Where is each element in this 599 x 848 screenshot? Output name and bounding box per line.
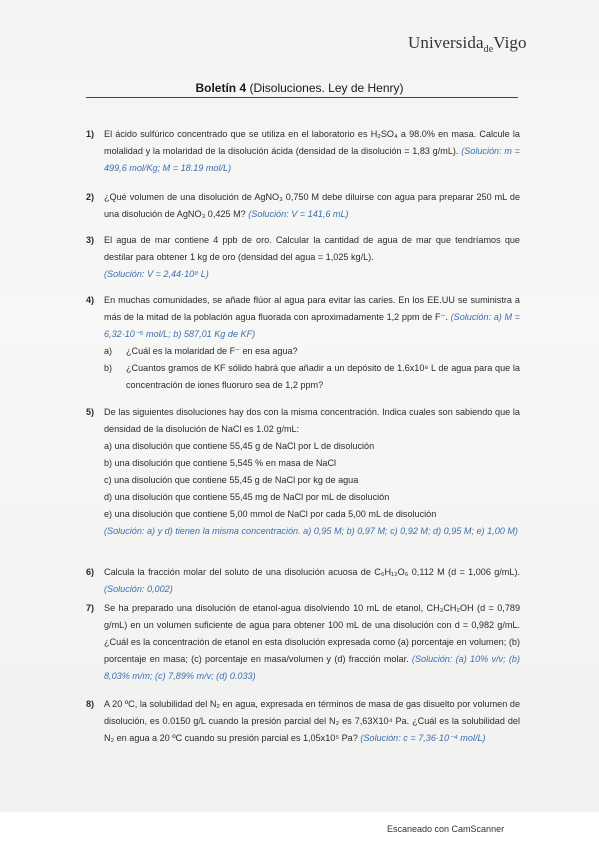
sub-item-text: ¿Cuál es la molaridad de F⁻ en esa agua? [126,346,298,356]
sub-item [104,360,520,394]
question-4 [86,292,520,394]
question-5 [86,404,520,540]
option-a: a) una disolución que contiene 55,45 g de NaCl por L de disolución [104,441,375,451]
question-number: 7) [86,603,95,613]
title-rule [86,97,518,98]
question-8 [86,696,520,747]
sub-item [104,343,520,360]
question-number: 5) [86,407,95,417]
option-d: d) una disolución que contiene 55,45 mg de NaCl por mL de disolución [104,492,390,502]
question-7 [86,600,520,685]
question-text: Se ha preparado una disolución de etanol-agua disolviendo 10 mL de etanol, CH₃CH₂OH (d = 0,789 g/mL) en un volumen suficiente de agua para obtener 100 mL de una disolución con d = 0,982 g/mL. ¿Cuál es la concentración de etanol en esta disolución expresada como (a) porcentaje en volumen; (b) porcentaje en masa; (c) porcentaje en masa/volumen y (d) fracción molar. [104,603,520,664]
question-text: Calcula la fracción molar del soluto de una disolución acuosa de C₆H₁₂O₆ 0,112 M (d = 1,006 g/mL). [104,567,520,577]
solution-text: (Solución: 0,002) [104,584,173,594]
question-number: 4) [86,295,95,305]
title-bold: Boletín 4 [195,81,247,95]
question-text: El agua de mar contiene 4 ppb de oro. Calcular la cantidad de agua de mar que tendríamos que destilar para obtener 1 kg de oro (densidad del agua = 1,025 kg/L). [104,235,520,262]
solution-text: (Solución: m = 499,6 mol/Kg; M = 18.19 mol/L) [104,146,520,173]
logo-text: Universida [408,33,484,52]
question-number: 1) [86,129,95,139]
question-text: ¿Qué volumen de una disolución de AgNO₃ 0,750 M debe diluirse con agua para preparar 250 mL de una disolución de AgNO₃ 0,425 M? [104,192,520,219]
solution-text: (Solución: c = 7,36·10⁻⁴ mol/L) [360,733,486,743]
question-text: En muchas comunidades, se añade flúor al agua para evitar las caries. En los EE.UU se suministra a más de la mitad de la población agua fluorada con aproximadamente 1,2 ppm de F⁻. [104,295,520,322]
page-title [0,81,599,95]
solution-text: (Solución: V = 141,6 mL) [248,209,349,219]
question-number: 6) [86,567,95,577]
question-number: 2) [86,192,95,202]
solution-text: (Solución: a) y d) tienen la misma concentración. a) 0,95 M; b) 0,97 M; c) 0,92 M; d) 0,95 M; e) 1,00 M) [104,526,518,536]
logo-de: de [483,44,494,55]
title-rest: (Disoluciones. Ley de Henry) [246,81,404,95]
question-3 [86,232,520,283]
sub-item-label: b) [104,363,113,373]
logo-text-end: Vigo [493,33,527,52]
question-text: A 20 ºC, la solubilidad del N₂ en agua, expresada en términos de masa de gas disuelto por volumen de disolución, es 0.0150 g/L cuando la presión parcial del N₂ es 7,63X10⁴ Pa. ¿Cuál es la solubilidad del N₂ en agua a 20 ºC cuando su presión parcial es 1,05x10⁵ Pa? [104,699,520,743]
option-c: c) una disolución que contiene 55,45 g de NaCl por kg de agua [104,475,359,485]
question-number: 8) [86,699,95,709]
option-e: e) una disolución que contiene 5,00 mmol de NaCl por cada 5,00 mL de disolución [104,509,437,519]
option-b: b) una disolución que contiene 5,545 % en masa de NaCl [104,458,337,468]
scanner-watermark: Escaneado con CamScanner [387,824,505,834]
question-text: De las siguientes disoluciones hay dos con la misma concentración. Indica cuales son sabiendo que la densidad de la disolución de NaCl es 1.02 g/mL: [104,407,520,434]
sub-item-text: ¿Cuantos gramos de KF sólido habrá que añadir a un depósito de 1.6x10⁸ L de agua para que la concentración de iones fluoruro sea de 1,2 ppm? [126,363,520,390]
solution-text: (Solución: a) M = 6,32·10⁻⁵ mol/L; b) 587,01 Kg de KF) [104,312,520,339]
question-text: El ácido sulfúrico concentrado que se utiliza en el laboratorio es H₂SO₄ a 98.0% en masa. Calcule la molalidad y la molaridad de la disolución ácida (densidad de la disolución = 1,83 g/mL). [104,129,520,156]
question-1 [86,126,520,177]
solution-text: (Solución: (a) 10% v/v; (b) 8,03% m/m; (c) 7,89% m/v; (d) 0.033) [104,654,521,681]
question-6 [86,564,520,598]
question-number: 3) [86,235,95,245]
question-2 [86,189,520,223]
sub-item-label: a) [104,346,113,356]
university-logo [408,33,527,53]
solution-text: (Solución: V = 2,44·10⁸ L) [104,269,209,279]
